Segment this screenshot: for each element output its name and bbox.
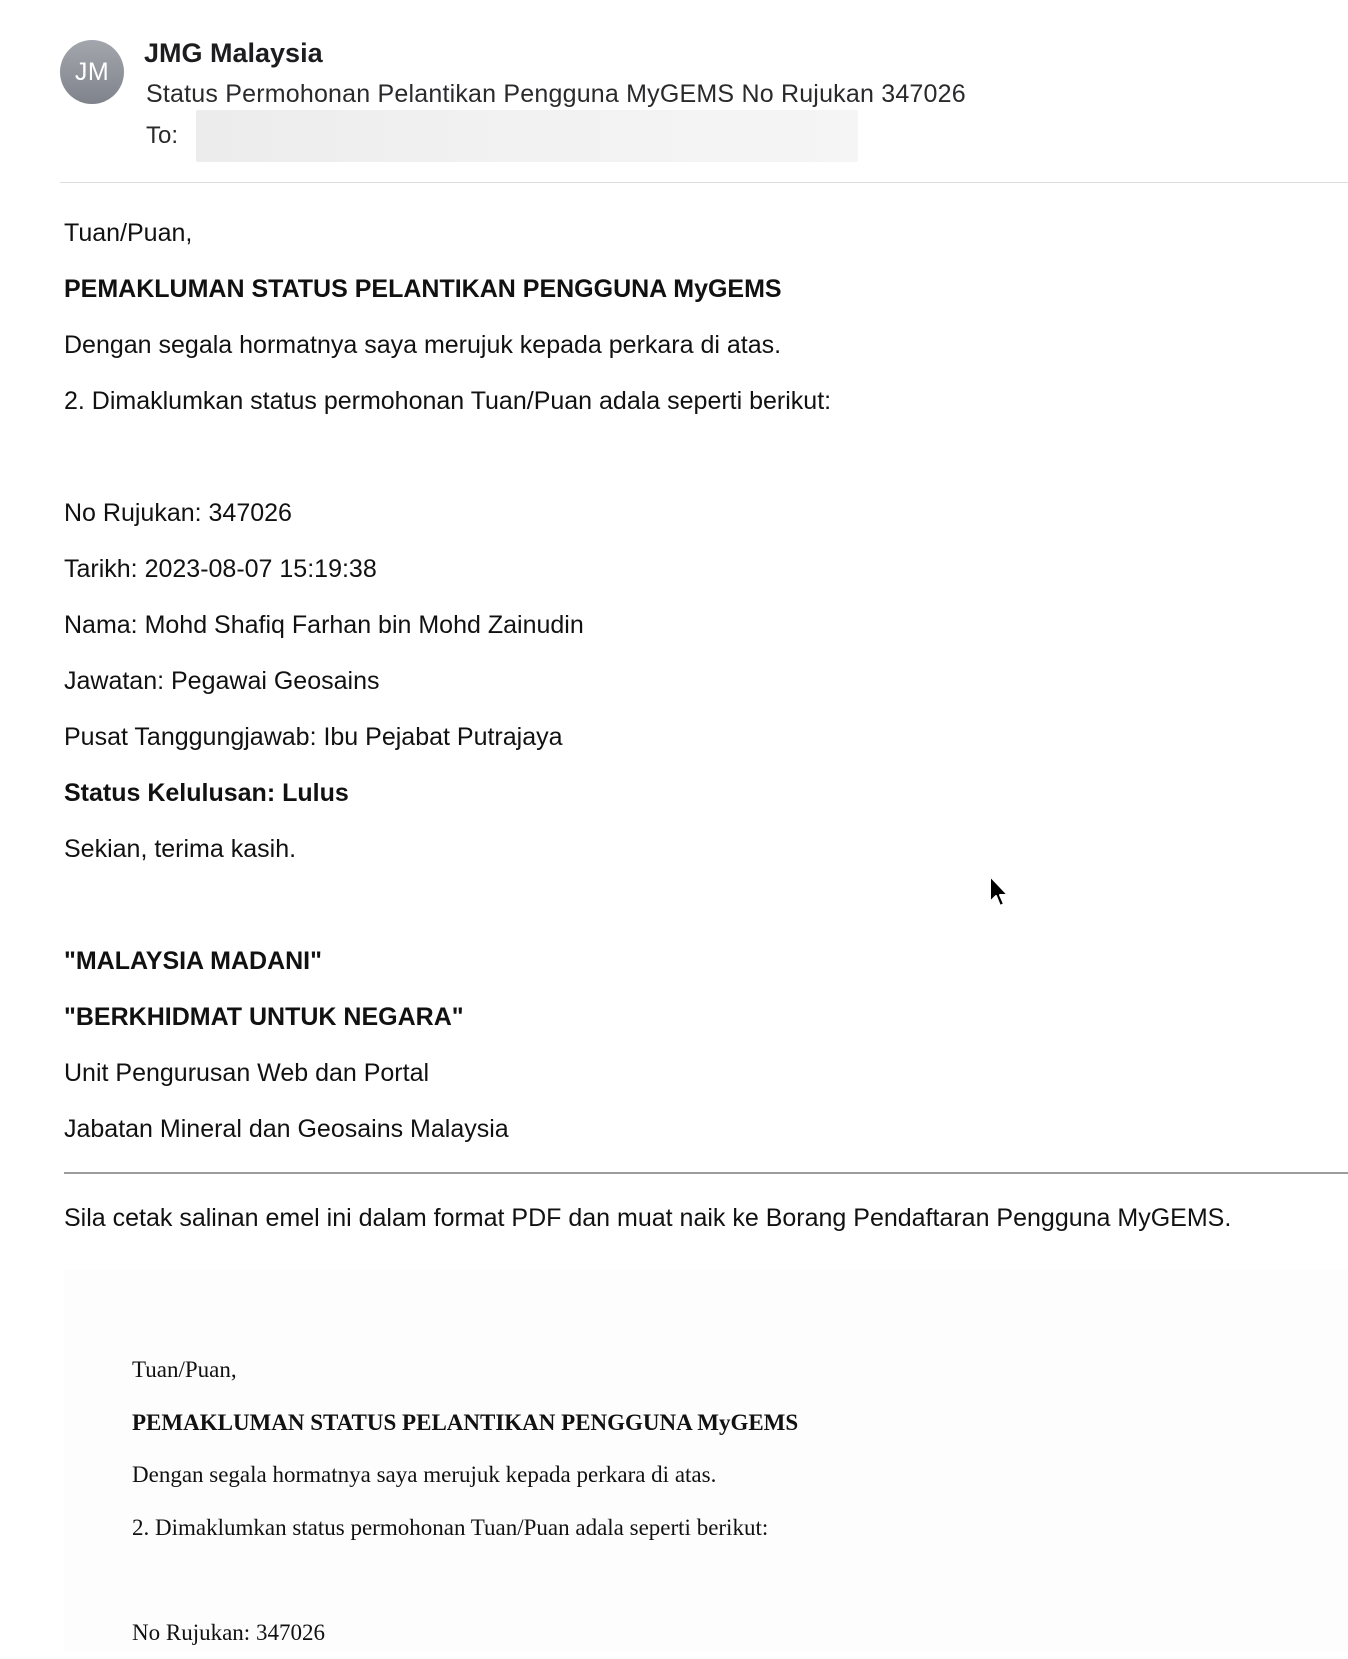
sender-name[interactable]: JMG Malaysia <box>144 38 323 69</box>
print-instruction: Sila cetak salinan emel ini dalam format PDF dan muat naik ke Borang Pendaftaran Pengguna MyGEMS. <box>64 1190 1231 1246</box>
quoted-greeting: Tuan/Puan, <box>132 1344 798 1397</box>
spacer <box>132 1554 798 1607</box>
intro-paragraph: Dengan segala hormatnya saya merujuk kepada perkara di atas. <box>64 317 1344 373</box>
center-line: Pusat Tanggungjawab: Ibu Pejabat Putrajaya <box>64 709 1344 765</box>
sender-avatar[interactable]: JM <box>60 40 124 104</box>
motto-berkhidmat: "BERKHIDMAT UNTUK NEGARA" <box>64 989 1344 1045</box>
motto-malaysia-madani: "MALAYSIA MADANI" <box>64 933 1344 989</box>
header-divider <box>60 182 1348 183</box>
closing-line: Sekian, terima kasih. <box>64 821 1344 877</box>
to-label: To: <box>146 122 178 150</box>
email-subject: Status Permohonan Pelantikan Pengguna MyGEMS No Rujukan 347026 <box>146 80 966 109</box>
position-line: Jawatan: Pegawai Geosains <box>64 653 1344 709</box>
quoted-intro: Dengan segala hormatnya saya merujuk kepada perkara di atas. <box>132 1449 798 1502</box>
greeting: Tuan/Puan, <box>64 205 1344 261</box>
date-line: Tarikh: 2023-08-07 15:19:38 <box>64 541 1344 597</box>
email-body <box>64 205 1344 1157</box>
name-line: Nama: Mohd Shafiq Farhan bin Mohd Zainudin <box>64 597 1344 653</box>
spacer <box>64 429 1344 485</box>
email-heading: PEMAKLUMAN STATUS PELANTIKAN PENGGUNA MyGEMS <box>64 261 1344 317</box>
quoted-email-block <box>64 1270 1348 1652</box>
quoted-reference-number: No Rujukan: 347026 <box>132 1607 798 1659</box>
approval-status: Status Kelulusan: Lulus <box>64 765 1344 821</box>
reference-number: No Rujukan: 347026 <box>64 485 1344 541</box>
quoted-email-content <box>132 1344 798 1659</box>
mouse-pointer-icon <box>988 874 1012 910</box>
signature-department: Jabatan Mineral dan Geosains Malaysia <box>64 1101 1344 1157</box>
paragraph-2: 2. Dimaklumkan status permohonan Tuan/Puan adala seperti berikut: <box>64 373 1344 429</box>
quoted-paragraph-2: 2. Dimaklumkan status permohonan Tuan/Puan adala seperti berikut: <box>132 1502 798 1555</box>
horizontal-rule <box>64 1172 1348 1174</box>
email-header <box>0 0 1348 183</box>
quoted-heading: PEMAKLUMAN STATUS PELANTIKAN PENGGUNA MyGEMS <box>132 1397 798 1450</box>
signature-unit: Unit Pengurusan Web dan Portal <box>64 1045 1344 1101</box>
spacer <box>64 877 1344 933</box>
recipient-redacted <box>196 110 858 162</box>
